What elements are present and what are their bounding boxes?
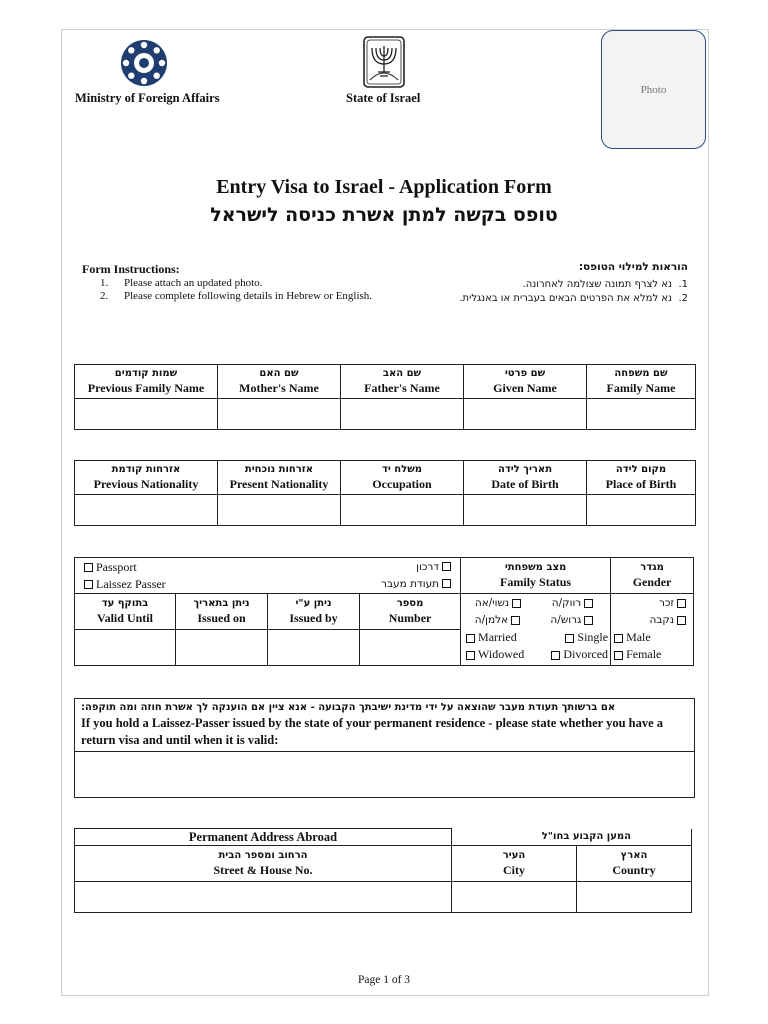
col-previous-nationality: אזרחות קודמת Previous Nationality xyxy=(75,461,218,495)
col-family-name: שם משפחה Family Name xyxy=(587,365,696,399)
col-issued-by: ניתן ע"י Issued by xyxy=(268,594,360,630)
married-option[interactable]: Married xyxy=(463,629,517,646)
single-checkbox-he[interactable] xyxy=(584,599,593,608)
instructions-title-he: הוראות למילוי הטופס: xyxy=(578,261,688,273)
laissez-question-table xyxy=(74,698,695,798)
male-checkbox-he[interactable] xyxy=(677,599,686,608)
laissez-question-en: If you hold a Laissez-Passer issued by the state of your permanent residence - please state whether you have a return visa and until when it is valid: xyxy=(81,716,664,747)
married-checkbox[interactable] xyxy=(466,634,475,643)
divorced-checkbox[interactable] xyxy=(551,651,560,660)
title-he: טופס בקשה למתן אשרת כניסה לישראל xyxy=(210,204,558,226)
address-title-en: Permanent Address Abroad xyxy=(75,829,452,846)
instr-num: 2. xyxy=(100,290,109,302)
birth-table xyxy=(74,460,696,526)
passport-checkbox-he[interactable] xyxy=(442,562,451,571)
instr-item-en: Please attach an updated photo. xyxy=(124,277,263,289)
col-city: העיר City xyxy=(452,846,577,882)
col-place-of-birth: מקום לידה Place of Birth xyxy=(587,461,696,495)
valid-until-field[interactable] xyxy=(75,630,176,666)
divorced-option-he[interactable]: גרוש/ה xyxy=(550,612,596,629)
passport-option-he[interactable]: דרכון xyxy=(381,559,454,576)
number-field[interactable] xyxy=(360,630,461,666)
return-visa-field[interactable] xyxy=(75,752,695,798)
ministry-emblem-icon xyxy=(119,38,169,88)
title-en: Entry Visa to Israel - Application Form xyxy=(216,176,552,198)
single-option-he[interactable]: רווק/ה xyxy=(552,595,597,612)
widowed-option-he[interactable]: אלמן/ה xyxy=(475,612,523,629)
gender-options xyxy=(611,594,694,666)
photo-placeholder[interactable] xyxy=(601,30,706,149)
male-checkbox[interactable] xyxy=(614,634,623,643)
col-number: מספר Number xyxy=(360,594,461,630)
col-street: הרחוב ומספר הבית Street & House No. xyxy=(75,846,452,882)
instr-num: 2. xyxy=(678,293,688,304)
col-valid-until: בתוקף עד Valid Until xyxy=(75,594,176,630)
mothers-name-field[interactable] xyxy=(218,399,341,430)
col-gender: מגדר Gender xyxy=(611,558,694,594)
state-emblem-icon xyxy=(362,36,406,88)
passport-option[interactable]: Passport xyxy=(81,559,166,576)
col-present-nationality: אזרחות נוכחית Present Nationality xyxy=(218,461,341,495)
present-nationality-field[interactable] xyxy=(218,495,341,526)
divorced-option[interactable]: Divorced xyxy=(548,646,608,663)
single-option[interactable]: Single xyxy=(562,629,608,646)
male-option-he[interactable]: זכר xyxy=(611,595,693,612)
fathers-name-field[interactable] xyxy=(341,399,464,430)
divorced-checkbox-he[interactable] xyxy=(584,616,593,625)
issued-by-field[interactable] xyxy=(268,630,360,666)
previous-nationality-field[interactable] xyxy=(75,495,218,526)
laissez-question-cell xyxy=(75,699,695,752)
instr-item-en: Please complete following details in Hebrew or English. xyxy=(124,290,373,302)
col-fathers-name: שם האב Father's Name xyxy=(341,365,464,399)
document-table xyxy=(74,557,694,666)
laissez-passer-checkbox[interactable] xyxy=(84,580,93,589)
ministry-label: Ministry of Foreign Affairs xyxy=(75,91,220,105)
instructions-list-en xyxy=(100,277,380,303)
female-option-he[interactable]: נקבה xyxy=(611,612,693,629)
city-field[interactable] xyxy=(452,882,577,913)
female-checkbox[interactable] xyxy=(614,651,623,660)
col-given-name: שם פרטי Given Name xyxy=(464,365,587,399)
place-of-birth-field[interactable] xyxy=(587,495,696,526)
married-option-he[interactable]: נשוי/אה xyxy=(475,595,524,612)
family-status-options xyxy=(461,594,611,666)
document-type-cell xyxy=(75,558,461,594)
col-issued-on: ניתן בתאריך Issued on xyxy=(176,594,268,630)
instructions-title-en: Form Instructions: xyxy=(82,262,180,276)
page-number: Page 1 of 3 xyxy=(357,974,411,986)
col-occupation: משלח יד Occupation xyxy=(341,461,464,495)
previous-family-name-field[interactable] xyxy=(75,399,218,430)
widowed-checkbox[interactable] xyxy=(466,651,475,660)
laissez-passer-option-he[interactable]: תעודת מעבר xyxy=(381,576,454,593)
laissez-question-he: אם ברשותך תעודת מעבר שהוצאה על ידי מדינת ישיבתך הקבועה - אנא ציין אם הוענקה לך אשרת חוזה ומה תוקפה: xyxy=(81,702,616,713)
passport-checkbox[interactable] xyxy=(84,563,93,572)
laissez-passer-option[interactable]: Laissez Passer xyxy=(81,576,166,593)
names-table xyxy=(74,364,696,430)
country-field[interactable] xyxy=(577,882,692,913)
female-option[interactable]: Female xyxy=(611,646,693,663)
address-table xyxy=(74,828,692,913)
instr-num: 1. xyxy=(100,277,109,289)
female-checkbox-he[interactable] xyxy=(677,616,686,625)
widowed-option[interactable]: Widowed xyxy=(463,646,524,663)
photo-label: Photo xyxy=(640,83,667,96)
address-title-he: המען הקבוע בחו"ל xyxy=(452,829,692,846)
col-family-status: מצב משפחתי Family Status xyxy=(461,558,611,594)
instructions-list-he xyxy=(408,278,688,306)
issued-on-field[interactable] xyxy=(176,630,268,666)
male-option[interactable]: Male xyxy=(611,629,693,646)
street-field[interactable] xyxy=(75,882,452,913)
given-name-field[interactable] xyxy=(464,399,587,430)
instr-item-he: נא לצרף תמונה שצולמה לאחרונה. xyxy=(522,279,672,290)
family-name-field[interactable] xyxy=(587,399,696,430)
col-date-of-birth: תאריך לידה Date of Birth xyxy=(464,461,587,495)
instr-item-he: נא למלא את הפרטים הבאים בעברית או באנגלית. xyxy=(459,293,672,304)
state-label: State of Israel xyxy=(346,91,421,105)
instr-num: 1. xyxy=(678,279,688,290)
single-checkbox[interactable] xyxy=(565,634,574,643)
col-country: הארץ Country xyxy=(577,846,692,882)
col-mothers-name: שם האם Mother's Name xyxy=(218,365,341,399)
col-previous-family-name: שמות קודמים Previous Family Name xyxy=(75,365,218,399)
date-of-birth-field[interactable] xyxy=(464,495,587,526)
married-checkbox-he[interactable] xyxy=(512,599,521,608)
widowed-checkbox-he[interactable] xyxy=(511,616,520,625)
occupation-field[interactable] xyxy=(341,495,464,526)
laissez-passer-checkbox-he[interactable] xyxy=(442,579,451,588)
